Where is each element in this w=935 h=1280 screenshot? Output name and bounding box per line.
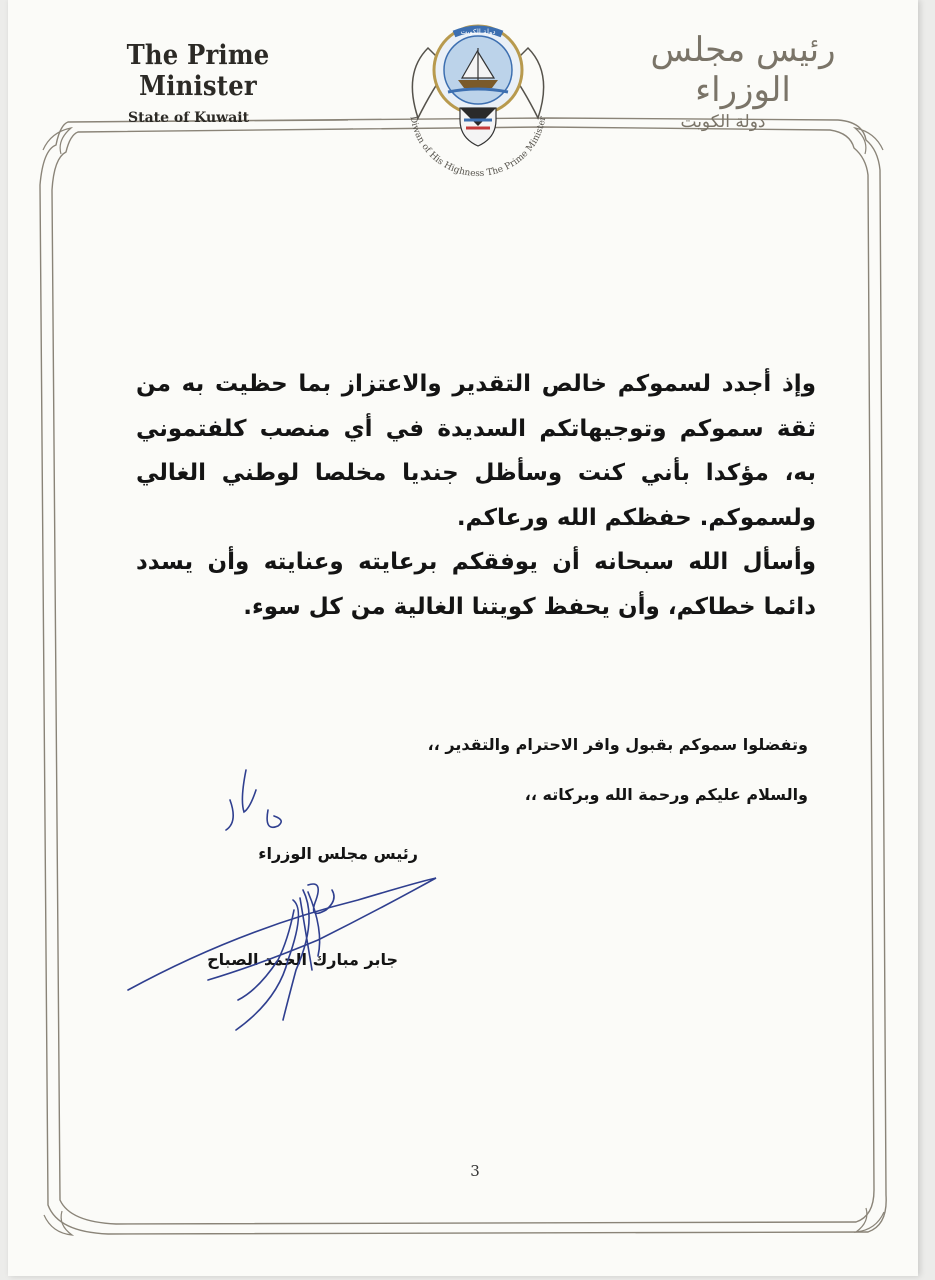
closing-line-2: والسلام عليكم ورحمة الله وبركاته ،، bbox=[524, 785, 808, 804]
letter-body bbox=[136, 362, 816, 629]
letterhead-english-subtitle: State of Kuwait bbox=[128, 110, 250, 126]
letter-paragraph-2: وأسأل الله سبحانه أن يوفقكم برعايته وعنايته وأن يسدد دائما خطاكم، وأن يحفظ كويتنا الغالية من كل سوء. bbox=[136, 549, 816, 620]
letter-page bbox=[8, 0, 918, 1276]
closing-line-1: وتفضلوا سموكم بقبول وافر الاحترام والتقدير ،، bbox=[427, 735, 808, 754]
emblem-caption: Diwan of His Highness The Prime Minister bbox=[407, 115, 549, 180]
handwritten-signature-icon bbox=[118, 760, 458, 1060]
letterhead-arabic bbox=[608, 30, 878, 132]
page-number: 3 bbox=[470, 1162, 480, 1180]
emblem-arabic-text: دولة الكويت bbox=[460, 28, 496, 36]
letterhead-english-title: The Prime Minister bbox=[126, 40, 270, 102]
letterhead-arabic-subtitle: دولة الكويت bbox=[680, 112, 766, 132]
signatory-title: رئيس مجلس الوزراء bbox=[258, 844, 418, 863]
kuwait-emblem-icon bbox=[388, 8, 568, 188]
letterhead-english bbox=[68, 40, 328, 126]
letterhead-arabic-title: رئيس مجلس الوزراء bbox=[650, 30, 836, 110]
letter-paragraph-1: وإذ أجدد لسموكم خالص التقدير والاعتزاز بما حظيت به من ثقة سموكم وتوجيهاتكم السديدة في أي منصب كلفتموني به، مؤكدا بأني كنت وسأظل جنديا مخلصا لوطني الغالي ولسموكم. حفظكم الله ورعاكم. bbox=[136, 371, 816, 531]
signatory-name: جابر مبارك الحمد الصباح bbox=[207, 950, 398, 969]
decorative-border bbox=[8, 0, 918, 1276]
